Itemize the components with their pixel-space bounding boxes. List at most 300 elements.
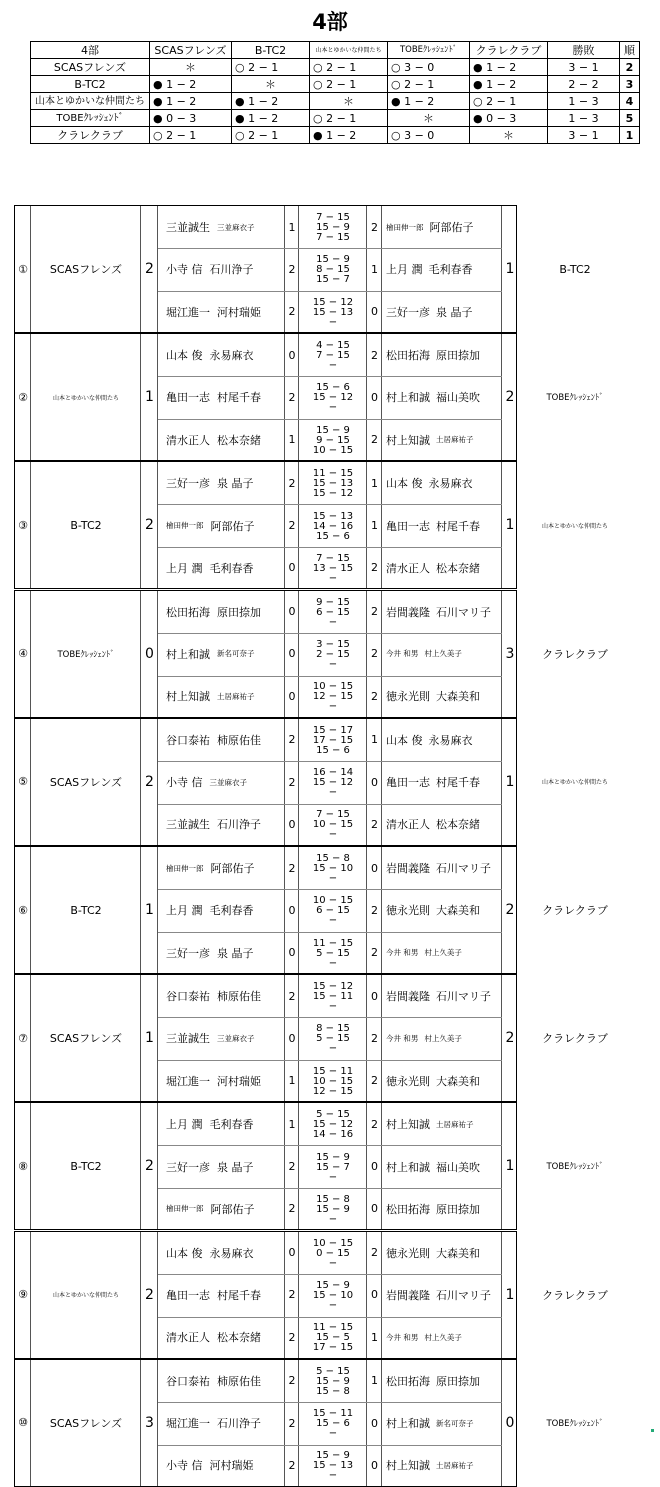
player-name: 堀江進一 (166, 305, 210, 319)
set-score: 4 − 15 (316, 340, 350, 352)
set-score: 15 − 9 (316, 1203, 350, 1215)
match-block (14, 590, 608, 718)
team-a-score: 1 (145, 389, 154, 406)
set-score: 15 − 9 (316, 1151, 350, 1163)
pair-b (382, 547, 502, 589)
player-name: 今井 和男 (386, 1332, 419, 1342)
set-scores (299, 297, 367, 329)
player-name: 石川マリ子 (436, 1288, 491, 1302)
set-score: − (328, 1257, 338, 1269)
games-won-a: 2 (288, 262, 296, 276)
player-name: 山本 俊 (166, 349, 203, 363)
games-won-a: 0 (288, 817, 296, 831)
team-a-name: SCASフレンズ (49, 263, 123, 276)
games-won-b: 1 (371, 519, 378, 533)
player-name: 原田捺加 (436, 349, 480, 363)
pair-a (158, 248, 285, 290)
match-number: ① (18, 262, 28, 276)
decorative-mark (651, 1429, 654, 1432)
games-won-b: 0 (371, 775, 378, 789)
standings-rank: 5 (620, 110, 640, 127)
player-name: 村上知誠 (386, 1459, 430, 1473)
player-name: 松本奈緒 (436, 561, 480, 575)
match-block (14, 974, 608, 1102)
set-score: 10 − 15 (312, 1237, 354, 1249)
pair-a (158, 206, 285, 248)
player-name: 亀田一志 (386, 519, 430, 533)
standings-result-cell: ＊ (388, 110, 470, 127)
set-score: 10 − 15 (312, 895, 354, 907)
player-name: 徳永光則 (386, 1246, 430, 1260)
player-name: 永易麻衣 (209, 1246, 254, 1260)
games-won-a: 2 (288, 1330, 296, 1344)
games-won-a: 2 (288, 476, 296, 490)
set-score: 2 − 15 (316, 648, 350, 660)
pair-a (158, 547, 285, 589)
player-name: 土居麻祐子 (217, 691, 255, 701)
player-name: 土居麻祐子 (436, 1119, 474, 1129)
player-name: 清水正人 (386, 561, 430, 575)
player-name: 大森美和 (436, 690, 480, 704)
standings-result-cell: ● 1 − 2 (232, 93, 310, 110)
set-score: 3 − 15 (316, 638, 350, 650)
player-name: 山本 俊 (386, 733, 423, 747)
set-score: − (328, 616, 338, 628)
player-name: 村上久美子 (424, 1332, 462, 1342)
player-name: 村尾千春 (217, 1288, 261, 1302)
set-score: 15 − 11 (312, 1065, 354, 1077)
games-won-a: 2 (288, 1288, 296, 1302)
pair-b (382, 206, 502, 248)
set-scores (299, 1280, 367, 1312)
games-won-b: 1 (371, 1374, 378, 1388)
player-name: 毛利春香 (209, 1118, 254, 1132)
player-name: 原田捺加 (436, 1202, 480, 1216)
player-name: 石川浄子 (217, 1417, 261, 1431)
standings-result-cell: ＊ (232, 76, 310, 93)
set-score: 15 − 13 (312, 306, 354, 318)
pair-a (158, 803, 285, 845)
set-scores (299, 1322, 367, 1354)
set-score: − (328, 1213, 338, 1225)
set-score: − (328, 572, 338, 584)
player-name: 大森美和 (436, 904, 480, 918)
games-won-b: 0 (371, 390, 378, 404)
standings-result-cell: ● 1 − 2 (470, 76, 548, 93)
team-a-score: 3 (145, 1414, 154, 1431)
player-name: 三並麻衣子 (217, 222, 255, 232)
team-a-name: SCASフレンズ (49, 1416, 123, 1430)
set-scores (299, 938, 367, 970)
team-b-score: 1 (505, 773, 515, 790)
set-score: 8 − 15 (316, 1023, 350, 1035)
pair-a (158, 505, 285, 547)
set-score: 8 − 15 (316, 264, 350, 276)
set-score: 15 − 6 (316, 382, 350, 394)
player-name: 新名可奈子 (217, 649, 255, 659)
games-won-b: 0 (371, 1416, 378, 1430)
player-name: 今井 和男 (386, 1033, 419, 1043)
set-scores (299, 511, 367, 543)
standings-result-cell: ○ 2 − 1 (388, 76, 470, 93)
set-score: − (328, 1428, 338, 1440)
set-score: 11 − 15 (312, 468, 354, 480)
games-won-b: 2 (371, 1074, 378, 1088)
pair-b (382, 376, 502, 418)
pair-a (158, 1444, 285, 1486)
player-name: 泉 晶子 (217, 477, 254, 491)
player-name: 新名可奈子 (436, 1418, 474, 1428)
pair-a (158, 889, 285, 931)
games-won-b: 0 (371, 1458, 378, 1472)
player-name: 檜田伸一郎 (386, 222, 424, 232)
set-score: − (328, 402, 338, 414)
pair-a (158, 376, 285, 418)
player-name: 永易麻衣 (428, 733, 473, 747)
standings-record: 1 − 3 (548, 110, 620, 127)
games-won-a: 2 (288, 1458, 296, 1472)
set-score: 15 − 12 (312, 777, 354, 789)
pair-b (382, 334, 502, 376)
standings-table (30, 41, 640, 144)
standings-header-cell: クラレクラブ (470, 42, 548, 59)
set-score: 9 − 15 (316, 596, 350, 608)
player-name: 大森美和 (436, 1074, 480, 1088)
player-name: 三並誠生 (166, 818, 210, 832)
match-block (14, 205, 591, 333)
standings-result-cell: ○ 2 − 1 (150, 127, 232, 144)
standings-team-name: SCASフレンズ (31, 59, 150, 76)
team-b-score: 2 (505, 389, 515, 406)
standings-record: 3 − 1 (548, 59, 620, 76)
set-score: 15 − 13 (312, 510, 354, 522)
pair-a (158, 1360, 285, 1402)
pair-b (382, 1402, 502, 1444)
games-won-a: 2 (288, 1202, 296, 1216)
set-score: 15 − 9 (316, 424, 350, 436)
player-name: 石川浄子 (209, 263, 254, 277)
player-name: 阿部佑子 (210, 1202, 255, 1216)
standings-result-cell: ○ 2 − 1 (310, 76, 388, 93)
standings-team-name: クラレクラブ (31, 127, 150, 144)
games-won-a: 2 (288, 519, 296, 533)
set-score: − (328, 1299, 338, 1311)
pair-a (158, 462, 285, 504)
pair-a (158, 1060, 285, 1102)
team-b-score: 2 (505, 1030, 515, 1047)
match-block (14, 333, 604, 461)
set-score: − (328, 1043, 338, 1055)
player-name: 村尾千春 (436, 519, 480, 533)
team-a-name: B-TC2 (70, 518, 102, 532)
standings-record: 3 − 1 (548, 127, 620, 144)
standings-team-name: TOBEｸﾚｯｼｪﾝﾄﾞ (31, 110, 150, 127)
set-score: 15 − 8 (316, 1385, 350, 1397)
games-won-a: 1 (288, 1074, 296, 1088)
set-score: 15 − 12 (312, 1119, 354, 1131)
set-score: 7 − 15 (316, 552, 350, 564)
team-b-score: 1 (505, 261, 515, 277)
games-won-b: 2 (371, 348, 378, 362)
standings-record: 2 − 2 (548, 76, 620, 93)
pair-b (382, 847, 502, 889)
player-name: 山本 俊 (166, 1246, 203, 1260)
player-name: 村上知誠 (166, 690, 210, 704)
player-name: 上月 潤 (166, 561, 203, 575)
player-name: 松本奈緒 (436, 818, 480, 832)
team-a-score: 1 (145, 902, 154, 918)
team-a-score: 2 (145, 773, 154, 790)
pair-b (382, 248, 502, 290)
standings-result-cell: ○ 2 − 1 (310, 110, 388, 127)
team-a-name: B-TC2 (70, 903, 102, 917)
set-score: 7 − 15 (316, 809, 350, 821)
set-score: 15 − 8 (316, 853, 350, 864)
page-title: 4部 (312, 10, 348, 34)
pair-b (382, 1232, 502, 1274)
standings-header-cell: SCASフレンズ (150, 42, 232, 59)
standings-result-cell: ＊ (150, 59, 232, 76)
match-number: ④ (18, 647, 28, 661)
player-name: 村上知誠 (386, 433, 430, 447)
team-b-name: クラレクラブ (542, 647, 608, 661)
player-name: 永易麻衣 (209, 349, 254, 363)
set-score: 6 − 15 (316, 905, 350, 917)
player-name: 石川マリ子 (436, 862, 491, 875)
player-name: 村上和誠 (386, 1417, 430, 1431)
player-name: 福山美吹 (436, 391, 480, 405)
player-name: 毛利春香 (428, 263, 473, 277)
match-number: ③ (18, 518, 28, 532)
player-name: 三好一彦 (166, 946, 210, 960)
pair-a (158, 291, 285, 333)
standings-result-cell: ＊ (310, 93, 388, 110)
player-name: 堀江進一 (166, 1074, 210, 1088)
pair-b (382, 505, 502, 547)
set-score: 15 − 9 (316, 254, 350, 266)
set-score: − (328, 1171, 338, 1183)
set-score: 0 − 15 (316, 1247, 350, 1259)
pair-b (382, 1017, 502, 1059)
player-name: 清水正人 (166, 1331, 210, 1345)
player-name: 徳永光則 (386, 904, 430, 918)
standings-row (31, 76, 640, 93)
player-name: 亀田一志 (386, 776, 430, 790)
team-a-name: TOBEｸﾚｯｼｪﾝﾄﾞ (57, 649, 115, 660)
set-scores (299, 725, 367, 757)
player-name: 小寺 信 (166, 1459, 203, 1473)
standings-result-cell: ● 1 − 2 (150, 93, 232, 110)
match-number: ② (18, 390, 28, 404)
set-score: 15 − 11 (312, 1408, 354, 1420)
set-score: 7 − 15 (316, 350, 350, 362)
set-score: − (328, 787, 338, 799)
set-score: 17 − 15 (312, 734, 354, 746)
pair-a (158, 719, 285, 761)
games-won-a: 0 (288, 561, 296, 575)
standings-header-cell: 勝敗 (548, 42, 620, 59)
player-name: 三並麻衣子 (209, 777, 247, 787)
pair-a (158, 761, 285, 803)
games-won-b: 1 (371, 476, 378, 490)
pair-b (382, 633, 502, 675)
pair-b (382, 761, 502, 803)
set-scores (299, 809, 367, 841)
set-scores (299, 681, 367, 713)
games-won-a: 0 (288, 946, 296, 960)
set-score: 12 − 15 (312, 691, 354, 703)
games-won-a: 0 (288, 1031, 296, 1045)
player-name: 檜田伸一郎 (166, 1204, 204, 1214)
player-name: 三好一彦 (166, 1160, 210, 1174)
team-b-score: 0 (505, 1414, 515, 1431)
standings-rank: 2 (620, 59, 640, 76)
set-score: 17 − 15 (312, 1342, 354, 1354)
games-won-b: 2 (371, 433, 378, 447)
player-name: 三好一彦 (166, 477, 210, 491)
set-scores (299, 1450, 367, 1482)
pair-a (158, 675, 285, 717)
player-name: 河村瑞姫 (217, 1074, 261, 1088)
team-a-name: B-TC2 (70, 1159, 102, 1173)
standings-rank: 3 (620, 76, 640, 93)
pair-b (382, 889, 502, 931)
player-name: 阿部佑子 (210, 519, 255, 533)
set-scores (299, 340, 367, 372)
set-score: 14 − 16 (312, 1129, 354, 1141)
games-won-b: 2 (371, 689, 378, 703)
team-b-score: 1 (505, 1286, 515, 1303)
set-scores (299, 382, 367, 414)
player-name: 松本奈緒 (217, 1331, 261, 1345)
set-scores (299, 1238, 367, 1270)
team-a-score: 1 (145, 1030, 154, 1047)
player-name: 福山美吹 (436, 1160, 480, 1174)
games-won-b: 1 (371, 733, 378, 747)
set-scores (299, 853, 367, 885)
match-block (14, 461, 608, 589)
set-score: − (328, 829, 338, 841)
set-score: 15 − 7 (316, 1161, 350, 1173)
player-name: 三並誠生 (166, 221, 210, 234)
player-name: 河村瑞姫 (209, 1459, 254, 1473)
set-score: 14 − 16 (312, 520, 354, 532)
team-b-name: TOBEｸﾚｯｼｪﾝﾄﾞ (546, 393, 604, 404)
set-score: 11 − 15 (312, 937, 354, 949)
team-a-score: 2 (145, 261, 154, 277)
player-name: 石川浄子 (217, 818, 261, 832)
set-score: − (328, 873, 338, 884)
match-number: ⑧ (18, 1159, 28, 1173)
games-won-b: 2 (371, 903, 378, 917)
standings-header-row (31, 42, 640, 59)
match-block (14, 1231, 608, 1359)
pair-b (382, 1060, 502, 1102)
pair-a (158, 334, 285, 376)
games-won-a: 2 (288, 1160, 296, 1174)
player-name: 松本奈緒 (217, 433, 261, 447)
team-b-name: TOBEｸﾚｯｼｪﾝﾄﾞ (546, 1418, 604, 1429)
set-scores (299, 553, 367, 585)
games-won-b: 2 (371, 1246, 378, 1260)
standings-team-name: 山本とゆかいな仲間たち (31, 93, 150, 110)
standings-result-cell: ● 1 − 2 (232, 110, 310, 127)
set-score: 15 − 9 (316, 1279, 350, 1291)
team-a-name: SCASフレンズ (49, 775, 123, 789)
games-won-b: 2 (371, 1031, 378, 1045)
set-scores (299, 254, 367, 286)
team-b-score: 2 (505, 902, 515, 918)
player-name: 毛利春香 (209, 561, 254, 575)
player-name: 村上久美子 (424, 1033, 462, 1043)
set-score: 16 − 14 (312, 767, 354, 779)
pair-a (158, 419, 285, 461)
player-name: 檜田伸一郎 (166, 521, 204, 531)
player-name: 清水正人 (386, 818, 430, 832)
set-scores (299, 597, 367, 629)
player-name: 河村瑞姫 (217, 305, 261, 319)
set-scores (299, 1408, 367, 1440)
set-score: 10 − 15 (312, 681, 354, 693)
standings-rank: 4 (620, 93, 640, 110)
set-scores (299, 425, 367, 457)
standings-result-cell: ○ 2 − 1 (310, 59, 388, 76)
pair-b (382, 1146, 502, 1188)
set-score: 15 − 12 (312, 488, 354, 500)
standings-result-cell: ○ 2 − 1 (470, 93, 548, 110)
set-scores (299, 1152, 367, 1184)
player-name: 泉 晶子 (217, 946, 254, 960)
set-score: 5 − 15 (316, 1033, 350, 1045)
set-score: 15 − 10 (312, 863, 354, 874)
games-won-b: 2 (371, 605, 378, 619)
set-scores (299, 468, 367, 500)
set-scores (299, 767, 367, 799)
standings-result-cell: ○ 3 − 0 (388, 127, 470, 144)
set-score: 15 − 12 (312, 392, 354, 404)
match-number: ⑦ (18, 1031, 28, 1045)
games-won-a: 2 (288, 861, 296, 875)
standings-header-cell: 山本とゆかいな仲間たち (310, 42, 388, 59)
set-score: 15 − 13 (312, 478, 354, 490)
standings-header-cell: 4部 (31, 42, 150, 59)
team-b-name: B-TC2 (559, 262, 591, 276)
games-won-b: 0 (371, 989, 378, 1003)
standings-header-cell: 順 (620, 42, 640, 59)
set-score: 10 − 15 (312, 1075, 354, 1087)
standings-row (31, 59, 640, 76)
team-a-score: 2 (145, 1158, 154, 1175)
player-name: 石川マリ子 (436, 990, 491, 1004)
player-name: 村上久美子 (424, 649, 462, 659)
player-name: 松田拓海 (166, 605, 210, 619)
games-won-a: 2 (288, 1374, 296, 1388)
player-name: 上月 潤 (166, 1118, 203, 1132)
pair-b (382, 591, 502, 633)
player-name: 村上知誠 (386, 1118, 430, 1132)
games-won-b: 1 (371, 1330, 378, 1344)
team-a-name: 山本とゆかいな仲間たち (52, 1292, 119, 1300)
standings-result-cell: ● 1 − 2 (470, 59, 548, 76)
set-score: − (328, 915, 338, 927)
player-name: 村上和誠 (386, 1160, 430, 1174)
match-number: ⑩ (18, 1416, 28, 1430)
pair-a (158, 975, 285, 1017)
player-name: 亀田一志 (166, 391, 210, 405)
set-score: 15 − 10 (312, 1289, 354, 1301)
set-score: − (328, 1001, 338, 1013)
set-score: 7 − 15 (316, 212, 350, 223)
